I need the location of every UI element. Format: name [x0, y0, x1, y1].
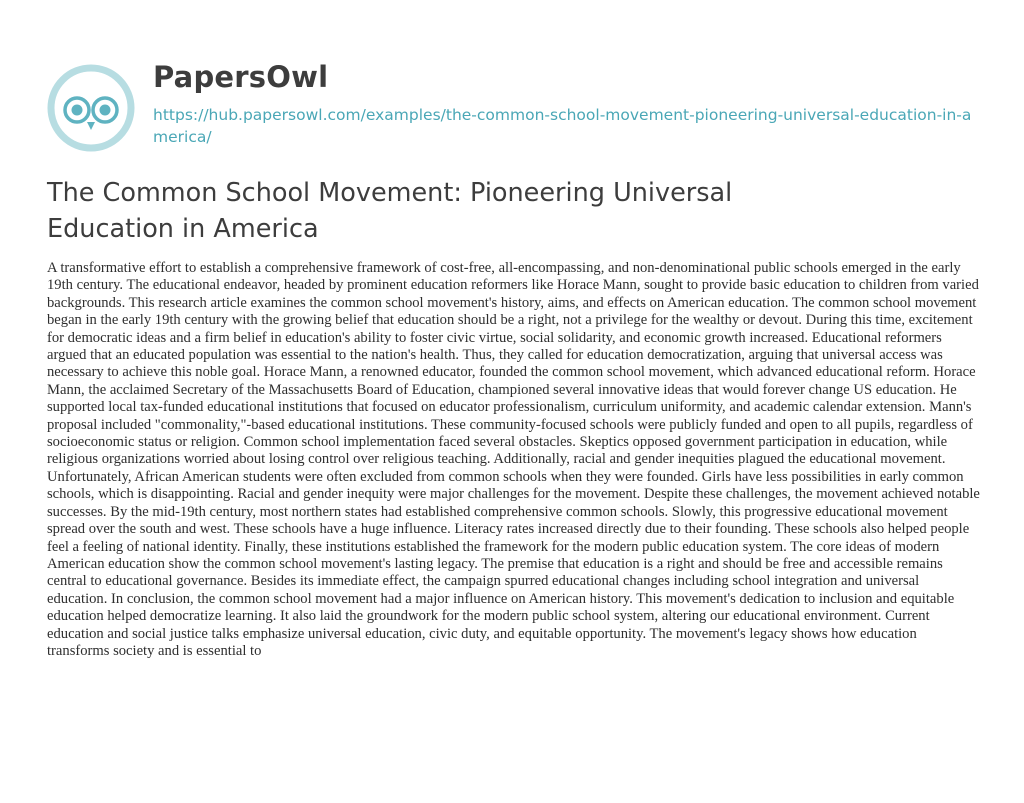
header: [47, 56, 987, 156]
source-url-link[interactable]: https://hub.papersowl.com/examples/the-common-school-movement-pioneering-universal-education-in-america/: [153, 106, 972, 146]
document-title: The Common School Movement: Pioneering Universal Education in America: [47, 178, 733, 244]
document-body: A transformative effort to establish a comprehensive framework of cost-free, all-encompassing, and non-denominational public schools emerged in the early 19th century. The educational endeavor, headed by prominent education reformers like Horace Mann, sought to provide basic education to children from varied backgrounds. This research article examines the common school movement's history, aims, and effects on American education. The common school movement began in the early 19th century with the growing belief that education should be a right, not a privilege for the wealthy or devout. During this time, excitement for democratic ideas and a firm belief in education's ability to foster civic virtue, social solidarity, and economic growth increased. Educational reformers argued that an educated population was essential to the nation's health. Thus, they called for education democratization, arguing that universal access was necessary to achieve this noble goal. Horace Mann, a renowned educator, founded the common school movement, which advanced educational reform. Horace Mann, the acclaimed Secretary of the Massachusetts Board of Education, championed several innovative ideas that would forever change US education. He supported local tax-funded educational institutions that focused on educator professionalism, curriculum uniformity, and academic calendar extension. Mann's proposal included "commonality,"-based educational institutions. These community-focused schools were publicly funded and open to all pupils, regardless of socioeconomic status or religion. Common school implementation faced several obstacles. Skeptics opposed government participation in education, while religious organizations worried about losing control over religious teaching. Additionally, racial and gender inequities plagued the educational movement. Unfortunately, African American students were often excluded from common schools when they were founded. Girls have less possibilities in early common schools, which is disappointing. Racial and gender inequity were major challenges for the movement. Despite these challenges, the movement achieved notable successes. By the mid-19th century, most northern states had established comprehensive common schools. Slowly, this progressive educational movement spread over the south and west. These schools have a huge influence. Literacy rates increased directly due to their founding. These schools also helped people feel a feeling of national identity. Finally, these institutions established the framework for the modern public education system. The core ideas of modern American education show the common school movement's lasting legacy. The premise that education is a right and should be free and accessible remains central to educational governance. Besides its immediate effect, the campaign spurred educational changes including school integration and universal education. In conclusion, the common school movement had a major influence on American history. This movement's dedication to inclusion and equitable education helped democratize learning. It also laid the groundwork for the modern public school system, altering our educational environment. Current education and social justice talks emphasize universal education, civic duty, and equitable opportunity. The movement's legacy shows how education transforms society and is essential to: [47, 260, 980, 659]
brand-name: PapersOwl: [153, 60, 329, 94]
owl-logo-icon: [47, 64, 135, 152]
